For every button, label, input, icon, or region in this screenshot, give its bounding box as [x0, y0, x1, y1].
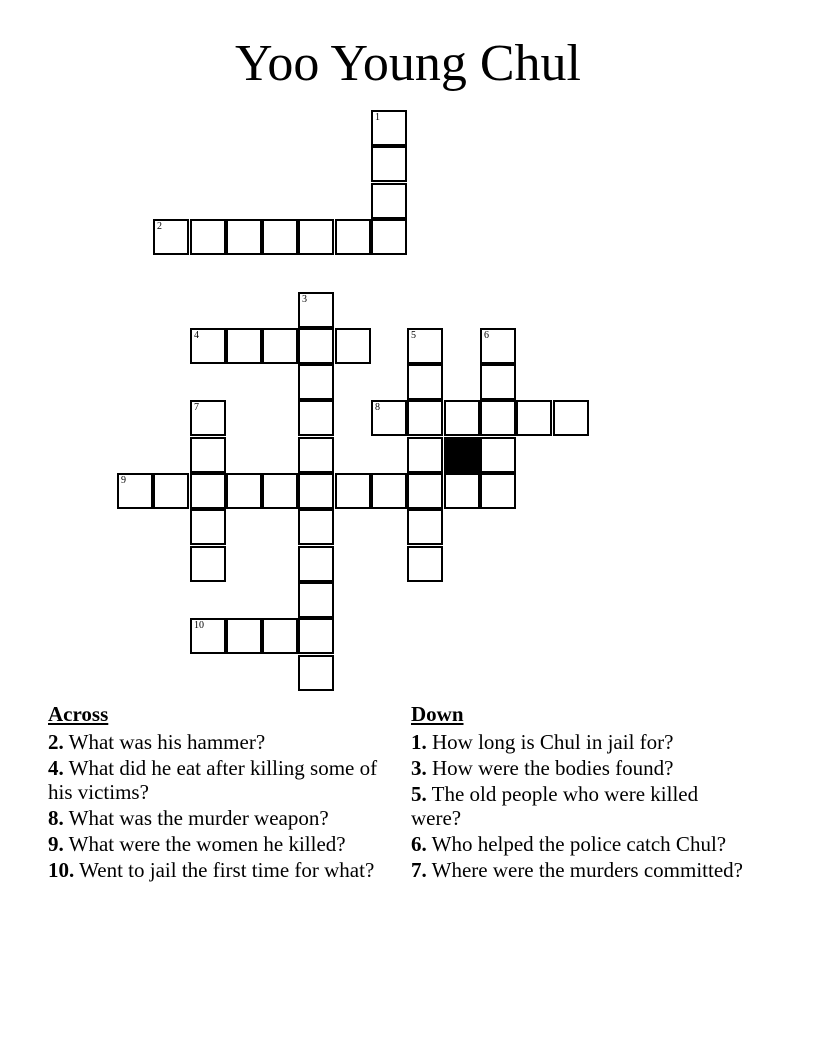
grid-cell[interactable] — [444, 400, 480, 436]
grid-cell[interactable] — [516, 400, 552, 436]
grid-cell[interactable] — [226, 618, 262, 654]
down-heading: Down — [411, 702, 464, 726]
clue-number-label: 8 — [375, 402, 380, 413]
clue-text: What was the murder weapon? — [68, 806, 329, 830]
clue-number: 4. — [48, 756, 64, 780]
grid-cell[interactable] — [371, 110, 407, 146]
clue-number-label: 7 — [194, 402, 199, 413]
grid-cell[interactable] — [371, 183, 407, 219]
across-clue-9 — [48, 832, 388, 856]
down-clues — [411, 702, 751, 884]
clue-text: How long is Chul in jail for? — [432, 730, 674, 754]
grid-cell[interactable] — [371, 219, 407, 255]
grid-cell[interactable] — [190, 219, 226, 255]
grid-cell[interactable] — [407, 364, 443, 400]
grid-cell[interactable] — [153, 219, 189, 255]
grid-cell[interactable] — [298, 437, 334, 473]
clue-text: The old people who were killed were? — [411, 782, 699, 830]
clue-number-label: 2 — [157, 221, 162, 232]
clue-number: 9. — [48, 832, 64, 856]
clue-number: 8. — [48, 806, 64, 830]
clue-number: 10. — [48, 858, 75, 882]
clue-number-label: 3 — [302, 294, 307, 305]
grid-cell[interactable] — [190, 618, 226, 654]
clue-text: Where were the murders committed? — [431, 858, 743, 882]
clue-number-label: 6 — [484, 330, 489, 341]
grid-cell[interactable] — [407, 328, 443, 364]
down-clue-5 — [411, 782, 751, 830]
grid-cell[interactable] — [298, 618, 334, 654]
grid-cell[interactable] — [298, 509, 334, 545]
grid-cell[interactable] — [298, 219, 334, 255]
grid-cell[interactable] — [226, 473, 262, 509]
across-clue-2 — [48, 730, 388, 754]
clue-number: 2. — [48, 730, 64, 754]
clue-number-label: 9 — [121, 475, 126, 486]
grid-cell[interactable] — [226, 328, 262, 364]
grid-cell[interactable] — [407, 546, 443, 582]
clue-number: 5. — [411, 782, 427, 806]
clue-number-label: 1 — [375, 112, 380, 123]
grid-cell[interactable] — [480, 473, 516, 509]
grid-cell[interactable] — [298, 400, 334, 436]
grid-cell[interactable] — [407, 437, 443, 473]
grid-cell[interactable] — [335, 328, 371, 364]
grid-cell[interactable] — [298, 473, 334, 509]
across-heading: Across — [48, 702, 109, 726]
grid-cell[interactable] — [371, 473, 407, 509]
across-clue-8 — [48, 806, 388, 830]
grid-cell[interactable] — [262, 618, 298, 654]
across-clue-4 — [48, 756, 388, 804]
clue-number: 3. — [411, 756, 427, 780]
grid-cell[interactable] — [298, 328, 334, 364]
grid-cell[interactable] — [298, 292, 334, 328]
grid-cell[interactable] — [407, 509, 443, 545]
grid-cell[interactable] — [444, 473, 480, 509]
grid-cell[interactable] — [190, 328, 226, 364]
grid-cell[interactable] — [298, 364, 334, 400]
across-clues — [48, 702, 388, 884]
clue-text: How were the bodies found? — [432, 756, 674, 780]
down-clue-3 — [411, 756, 751, 780]
grid-cell[interactable] — [335, 219, 371, 255]
grid-cell[interactable] — [553, 400, 589, 436]
clue-text: Went to jail the first time for what? — [79, 858, 375, 882]
across-clue-10 — [48, 858, 388, 882]
clue-number: 1. — [411, 730, 427, 754]
grid-cell[interactable] — [480, 328, 516, 364]
grid-cell[interactable] — [190, 437, 226, 473]
down-clue-6 — [411, 832, 751, 856]
page-title: Yoo Young Chul — [235, 35, 581, 92]
grid-cell[interactable] — [298, 546, 334, 582]
black-cell — [444, 437, 480, 473]
grid-cell[interactable] — [298, 655, 334, 691]
grid-cell[interactable] — [371, 146, 407, 182]
grid-cell[interactable] — [407, 473, 443, 509]
clue-number: 6. — [411, 832, 427, 856]
clue-text: What was his hammer? — [68, 730, 266, 754]
clue-number-label: 4 — [194, 330, 199, 341]
grid-cell[interactable] — [153, 473, 189, 509]
clue-number: 7. — [411, 858, 427, 882]
clue-text: What did he eat after killing some of his victims? — [48, 756, 378, 804]
grid-cell[interactable] — [190, 546, 226, 582]
clue-text: What were the women he killed? — [68, 832, 346, 856]
grid-cell[interactable] — [226, 219, 262, 255]
grid-cell[interactable] — [480, 364, 516, 400]
grid-cell[interactable] — [190, 473, 226, 509]
grid-cell[interactable] — [262, 219, 298, 255]
grid-cell[interactable] — [407, 400, 443, 436]
grid-cell[interactable] — [190, 509, 226, 545]
clue-number-label: 5 — [411, 330, 416, 341]
grid-cell[interactable] — [298, 582, 334, 618]
grid-cell[interactable] — [117, 473, 153, 509]
down-clue-1 — [411, 730, 751, 754]
grid-cell[interactable] — [262, 328, 298, 364]
grid-cell[interactable] — [262, 473, 298, 509]
down-clue-7 — [411, 858, 751, 882]
grid-cell[interactable] — [371, 400, 407, 436]
clue-text: Who helped the police catch Chul? — [431, 832, 727, 856]
grid-cell[interactable] — [480, 400, 516, 436]
grid-cell[interactable] — [480, 437, 516, 473]
grid-cell[interactable] — [335, 473, 371, 509]
clue-number-label: 10 — [194, 620, 204, 631]
grid-cell[interactable] — [190, 400, 226, 436]
